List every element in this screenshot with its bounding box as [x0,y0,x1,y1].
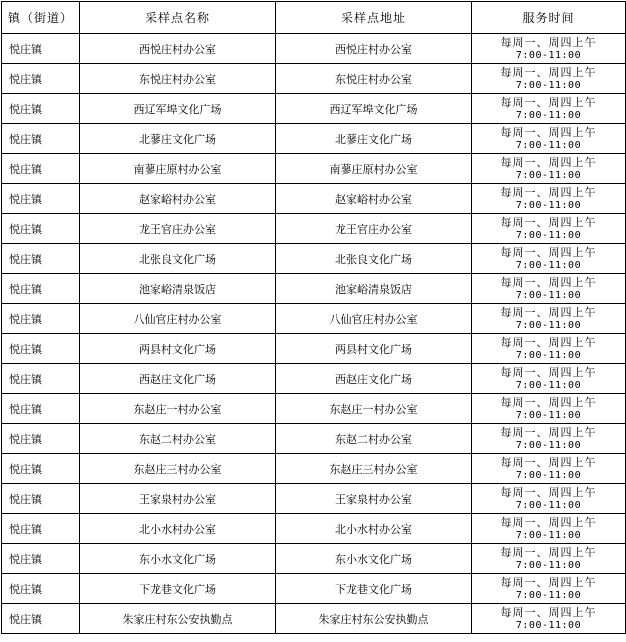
cell-site-address: 东悦庄村办公室 [276,64,472,94]
cell-town: 悦庄镇 [2,274,80,304]
cell-service-time [472,64,626,94]
header-service-time: 服务时间 [472,2,626,34]
service-hours: 7:00-11:00 [515,79,582,91]
cell-site-address: 八仙官庄村办公室 [276,304,472,334]
cell-service-time [472,394,626,424]
cell-town: 悦庄镇 [2,604,80,634]
service-hours: 7:00-11:00 [515,259,582,271]
cell-town: 悦庄镇 [2,64,80,94]
cell-service-time [472,454,626,484]
cell-site-address: 王家泉村办公室 [276,484,472,514]
cell-site-name: 朱家庄村东公安执勤点 [80,604,276,634]
cell-service-time [472,274,626,304]
table-row [2,514,626,544]
cell-site-address: 池家峪清泉饭店 [276,274,472,304]
cell-service-time [472,424,626,454]
cell-site-address: 北蓼庄文化广场 [276,124,472,154]
service-hours: 7:00-11:00 [515,379,582,391]
cell-site-address: 两县村文化广场 [276,334,472,364]
cell-site-address: 西赵庄文化广场 [276,364,472,394]
cell-service-time [472,364,626,394]
cell-town: 悦庄镇 [2,394,80,424]
cell-site-name: 东悦庄村办公室 [80,64,276,94]
table-row [2,394,626,424]
cell-site-name: 王家泉村办公室 [80,484,276,514]
service-hours: 7:00-11:00 [515,319,582,331]
cell-service-time [472,94,626,124]
cell-site-name: 西赵庄文化广场 [80,364,276,394]
header-site-address: 采样点地址 [276,2,472,34]
table-row [2,34,626,64]
cell-service-time [472,574,626,604]
table-row [2,244,626,274]
service-days: 每周一、周四上午 [500,65,597,79]
cell-service-time [472,154,626,184]
cell-town: 悦庄镇 [2,514,80,544]
service-days: 每周一、周四上午 [500,515,597,529]
cell-site-address: 北张良文化广场 [276,244,472,274]
service-hours: 7:00-11:00 [515,229,582,241]
service-days: 每周一、周四上午 [500,155,597,169]
cell-service-time [472,334,626,364]
cell-town: 悦庄镇 [2,34,80,64]
cell-site-name: 西辽军埠文化广场 [80,94,276,124]
service-days: 每周一、周四上午 [500,185,597,199]
table-row [2,304,626,334]
cell-service-time [472,124,626,154]
cell-site-address: 西悦庄村办公室 [276,34,472,64]
table-row [2,484,626,514]
service-days: 每周一、周四上午 [500,485,597,499]
cell-town: 悦庄镇 [2,484,80,514]
table-row [2,124,626,154]
cell-site-address: 朱家庄村东公安执勤点 [276,604,472,634]
service-hours: 7:00-11:00 [515,169,582,181]
cell-site-address: 北小水村办公室 [276,514,472,544]
cell-site-name: 八仙官庄村办公室 [80,304,276,334]
service-days: 每周一、周四上午 [500,335,597,349]
cell-town: 悦庄镇 [2,424,80,454]
service-days: 每周一、周四上午 [500,275,597,289]
service-hours: 7:00-11:00 [515,109,582,121]
service-days: 每周一、周四上午 [500,605,597,619]
cell-service-time [472,34,626,64]
header-row [2,2,626,34]
cell-service-time [472,184,626,214]
sampling-sites-table [1,1,626,634]
cell-town: 悦庄镇 [2,334,80,364]
cell-town: 悦庄镇 [2,154,80,184]
cell-site-address: 东小水文化广场 [276,544,472,574]
table-row [2,94,626,124]
service-hours: 7:00-11:00 [515,139,582,151]
table-row [2,64,626,94]
table-row [2,274,626,304]
cell-site-address: 南蓼庄原村办公室 [276,154,472,184]
service-days: 每周一、周四上午 [500,575,597,589]
cell-site-name: 北张良文化广场 [80,244,276,274]
service-days: 每周一、周四上午 [500,305,597,319]
cell-site-name: 东赵二村办公室 [80,424,276,454]
cell-town: 悦庄镇 [2,94,80,124]
cell-site-name: 赵家峪村办公室 [80,184,276,214]
table-row [2,184,626,214]
table-row [2,214,626,244]
table-row [2,154,626,184]
cell-town: 悦庄镇 [2,544,80,574]
cell-site-address: 龙王官庄办公室 [276,214,472,244]
cell-site-address: 东赵庄一村办公室 [276,394,472,424]
table-row [2,454,626,484]
cell-town: 悦庄镇 [2,574,80,604]
service-hours: 7:00-11:00 [515,439,582,451]
service-hours: 7:00-11:00 [515,49,582,61]
table-row [2,604,626,634]
cell-town: 悦庄镇 [2,184,80,214]
service-days: 每周一、周四上午 [500,35,597,49]
cell-town: 悦庄镇 [2,244,80,274]
cell-town: 悦庄镇 [2,454,80,484]
cell-site-name: 东小水文化广场 [80,544,276,574]
cell-service-time [472,244,626,274]
cell-site-address: 东赵二村办公室 [276,424,472,454]
table-row [2,334,626,364]
table-row [2,424,626,454]
table-row [2,364,626,394]
cell-service-time [472,514,626,544]
cell-service-time [472,544,626,574]
cell-service-time [472,214,626,244]
table-row [2,574,626,604]
cell-site-name: 下龙巷文化广场 [80,574,276,604]
cell-site-name: 北小水村办公室 [80,514,276,544]
service-hours: 7:00-11:00 [515,589,582,601]
service-hours: 7:00-11:00 [515,349,582,361]
cell-site-address: 赵家峪村办公室 [276,184,472,214]
service-hours: 7:00-11:00 [515,289,582,301]
cell-service-time [472,304,626,334]
service-days: 每周一、周四上午 [500,215,597,229]
service-hours: 7:00-11:00 [515,469,582,481]
service-hours: 7:00-11:00 [515,529,582,541]
cell-town: 悦庄镇 [2,364,80,394]
cell-site-name: 龙王官庄办公室 [80,214,276,244]
cell-site-name: 东赵庄一村办公室 [80,394,276,424]
service-days: 每周一、周四上午 [500,395,597,409]
header-site-name: 采样点名称 [80,2,276,34]
service-days: 每周一、周四上午 [500,545,597,559]
cell-site-name: 东赵庄三村办公室 [80,454,276,484]
service-days: 每周一、周四上午 [500,455,597,469]
service-days: 每周一、周四上午 [500,125,597,139]
cell-service-time [472,604,626,634]
service-days: 每周一、周四上午 [500,425,597,439]
cell-site-name: 北蓼庄文化广场 [80,124,276,154]
service-hours: 7:00-11:00 [515,499,582,511]
cell-site-name: 西悦庄村办公室 [80,34,276,64]
cell-site-address: 下龙巷文化广场 [276,574,472,604]
cell-town: 悦庄镇 [2,124,80,154]
service-days: 每周一、周四上午 [500,95,597,109]
cell-town: 悦庄镇 [2,214,80,244]
service-hours: 7:00-11:00 [515,199,582,211]
service-hours: 7:00-11:00 [515,619,582,631]
cell-site-name: 南蓼庄原村办公室 [80,154,276,184]
header-town: 镇（街道） [2,2,80,34]
service-days: 每周一、周四上午 [500,245,597,259]
service-hours: 7:00-11:00 [515,409,582,421]
cell-town: 悦庄镇 [2,304,80,334]
cell-site-address: 东赵庄三村办公室 [276,454,472,484]
service-hours: 7:00-11:00 [515,559,582,571]
cell-site-name: 池家峪清泉饭店 [80,274,276,304]
service-days: 每周一、周四上午 [500,365,597,379]
cell-site-name: 两县村文化广场 [80,334,276,364]
cell-site-address: 西辽军埠文化广场 [276,94,472,124]
cell-service-time [472,484,626,514]
table-row [2,544,626,574]
